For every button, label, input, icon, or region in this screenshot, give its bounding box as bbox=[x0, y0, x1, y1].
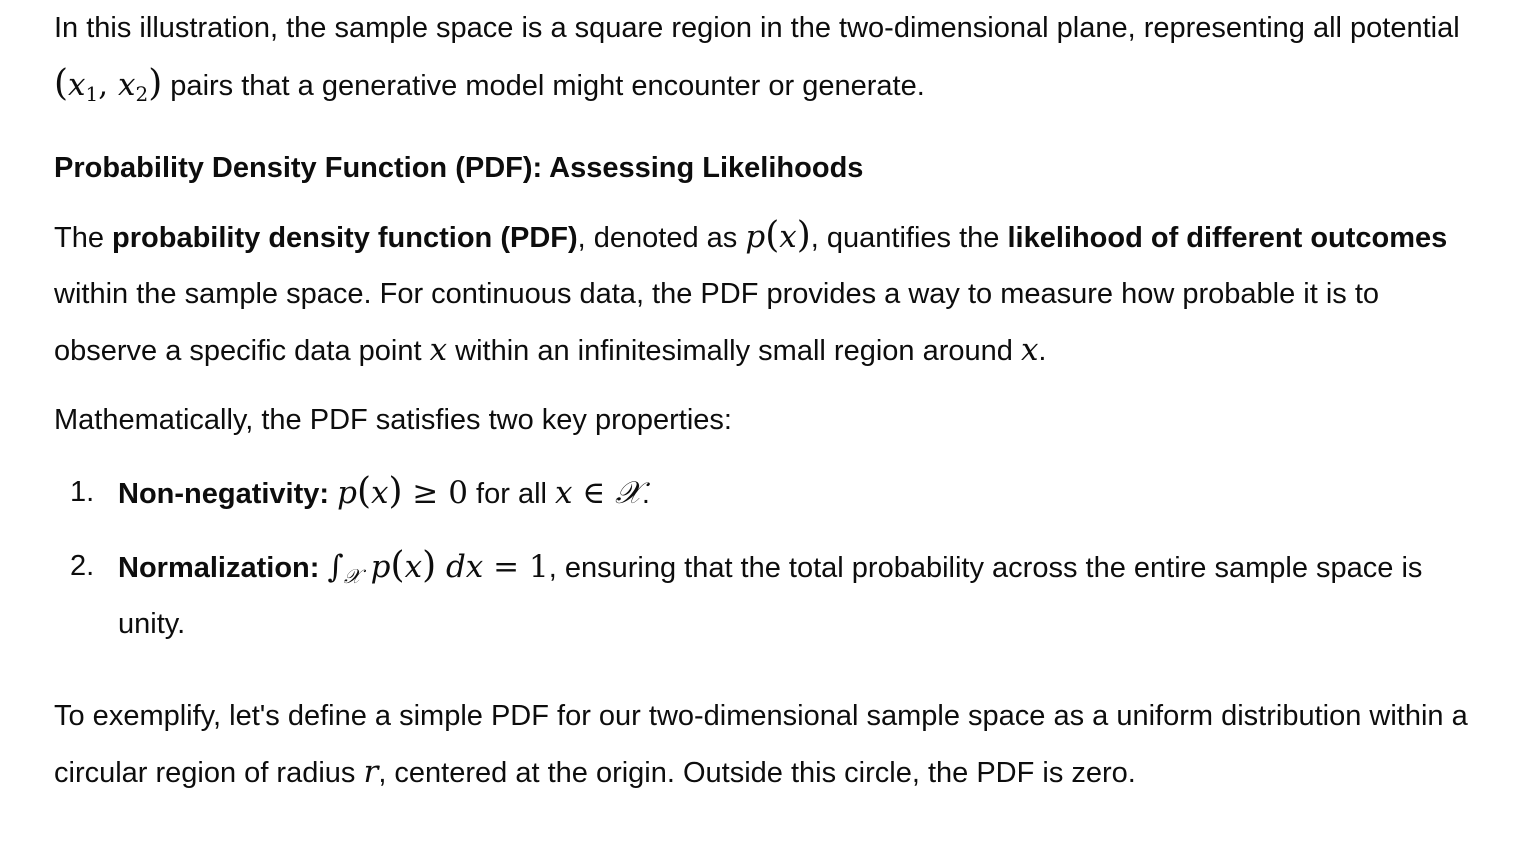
example-paragraph bbox=[54, 688, 1474, 801]
pdf-text-6: . bbox=[1038, 335, 1047, 367]
pdf-bold-term: probability density function (PDF) bbox=[112, 222, 578, 254]
properties-list bbox=[54, 464, 1474, 652]
math-x-in-X: x ∈ 𝒳 bbox=[555, 475, 642, 511]
intro-text-end: pairs that a generative model might encounter or generate. bbox=[162, 70, 925, 102]
pdf-bold-likelihood: likelihood of different outcomes bbox=[1007, 222, 1448, 254]
example-text-1: To exemplify, let's define a simple PDF for our two-dimensional sample space as a uniform distribution within a circular region of radius bbox=[54, 700, 1468, 789]
pdf-text-1: The bbox=[54, 222, 113, 254]
pdf-text-4: within the sample space. For continuous data, the PDF provides a way to measure how probable it is to observe a specific data point bbox=[54, 278, 1380, 367]
intro-text-start: In this illustration, the sample space is a square region in the two-dimensional plane, representing all potential bbox=[54, 12, 1460, 44]
list-text-end: . bbox=[641, 478, 650, 510]
intro-paragraph bbox=[54, 0, 1474, 114]
list-item-non-negativity bbox=[70, 464, 1474, 522]
list-number: 1. bbox=[70, 476, 95, 508]
math-x-1: x bbox=[429, 332, 448, 368]
list-text: , ensuring that the total probability across the entire sample space is unity. bbox=[118, 552, 1423, 640]
list-item-normalization bbox=[70, 538, 1474, 652]
list-number: 2. bbox=[70, 550, 95, 582]
pdf-text-3: , quantifies the bbox=[810, 222, 1008, 254]
pdf-text-5: within an infinitesimally small region around bbox=[447, 335, 1021, 367]
example-text-2: , centered at the origin. Outside this circle, the PDF is zero. bbox=[378, 757, 1136, 789]
math-integral: $\int_𝒳$ p(x) dx = 1 bbox=[327, 545, 549, 588]
math-pair-x1-x2: ($x_1$, $x_2$) bbox=[54, 63, 163, 106]
math-nonneg: p(x) ≥ 0 bbox=[337, 471, 468, 512]
section-heading: Probability Density Function (PDF): Assessing Likelihoods bbox=[54, 152, 864, 184]
pdf-definition-paragraph bbox=[54, 208, 1474, 379]
list-text: for all bbox=[467, 478, 556, 510]
math-x-2: x bbox=[1020, 332, 1039, 368]
pdf-text-2: , denoted as bbox=[577, 222, 746, 254]
math-r: r bbox=[363, 754, 379, 790]
math-p-of-x: p(x) bbox=[745, 215, 811, 256]
properties-intro: Mathematically, the PDF satisfies two key properties: bbox=[54, 404, 732, 436]
list-label: Normalization: bbox=[118, 552, 320, 584]
list-label: Non-negativity: bbox=[118, 478, 330, 510]
